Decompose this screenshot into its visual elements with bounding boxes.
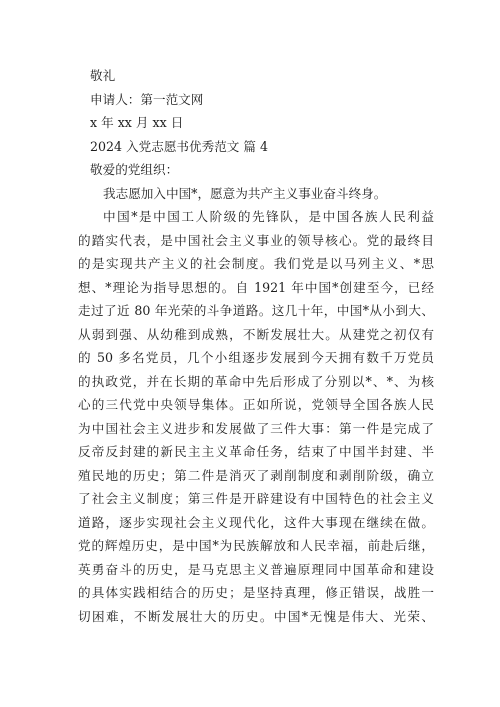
paragraph-line: 反帝反封建的新民主主义革命任务，结束了中国半封建、半 — [78, 444, 434, 459]
paragraph-line: 的是实现共产主义的社会制度。我们党是以马列主义、*思 — [78, 256, 434, 271]
letter-date: x 年 xx 月 xx 日 — [90, 115, 184, 130]
paragraph-line: 切困难，不断发展壮大的历史。中国*无愧是伟大、光荣、 — [78, 608, 434, 624]
paragraph-line: 心的三代党中央领导集体。正如所说，党领导全国各族人民 — [78, 397, 434, 412]
paragraph-line: 的 50 多名党员，几个小组逐步发展到今天拥有数千万党员 — [78, 350, 434, 365]
paragraph-line: 英勇奋斗的历史，是马克思主义普遍原理同中国革命和建设 — [78, 561, 434, 577]
paragraph-line: 为中国社会主义进步和发展做了三件大事：第一件是完成了 — [78, 420, 434, 436]
paragraph-line: 中国*是中国工人阶级的先锋队，是中国各族人民利益 — [103, 209, 434, 224]
paragraph-line: 想、*理论为指导思想的。自 1921 年中国*创建至今，已经 — [78, 279, 434, 295]
paragraph-line: 了社会主义制度；第三件是开辟建设有中国特色的社会主义 — [78, 491, 434, 506]
applicant-signature: 申请人：第一范文网 — [90, 91, 204, 107]
paragraph-line: 走过了近 80 年光荣的斗争道路。这几十年，中国*从小到大、 — [78, 303, 434, 318]
paragraph-line: 的具体实践相结合的历史；是坚持真理，修正错误，战胜一 — [78, 585, 434, 600]
paragraph-line: 我志愿加入中国*，愿意为共产主义事业奋斗终身。 — [103, 185, 387, 201]
section-title: 2024 入党志愿书优秀范文 篇 4 — [90, 138, 269, 154]
closing-salutation: 敬礼 — [90, 68, 116, 83]
paragraph-line: 道路，逐步实现社会主义现代化，这件大事现在继续在做。 — [78, 514, 434, 530]
paragraph-line: 殖民地的历史；第二件是消灭了剥削制度和剥削阶级，确立 — [78, 467, 434, 483]
letter-greeting: 敬爱的党组织： — [90, 162, 179, 177]
document-body — [78, 64, 434, 628]
paragraph-line: 的执政党，并在长期的革命中先后形成了分别以*、*、为核 — [78, 373, 434, 389]
paragraph-line: 党的辉煌历史，是中国*为民族解放和人民幸福，前赴后继， — [78, 538, 434, 553]
paragraph-line: 的踏实代表，是中国社会主义事业的领导核心。党的最终目 — [78, 232, 434, 248]
paragraph-line: 从弱到强、从幼稚到成熟，不断发展壮大。从建党之初仅有 — [78, 326, 434, 342]
